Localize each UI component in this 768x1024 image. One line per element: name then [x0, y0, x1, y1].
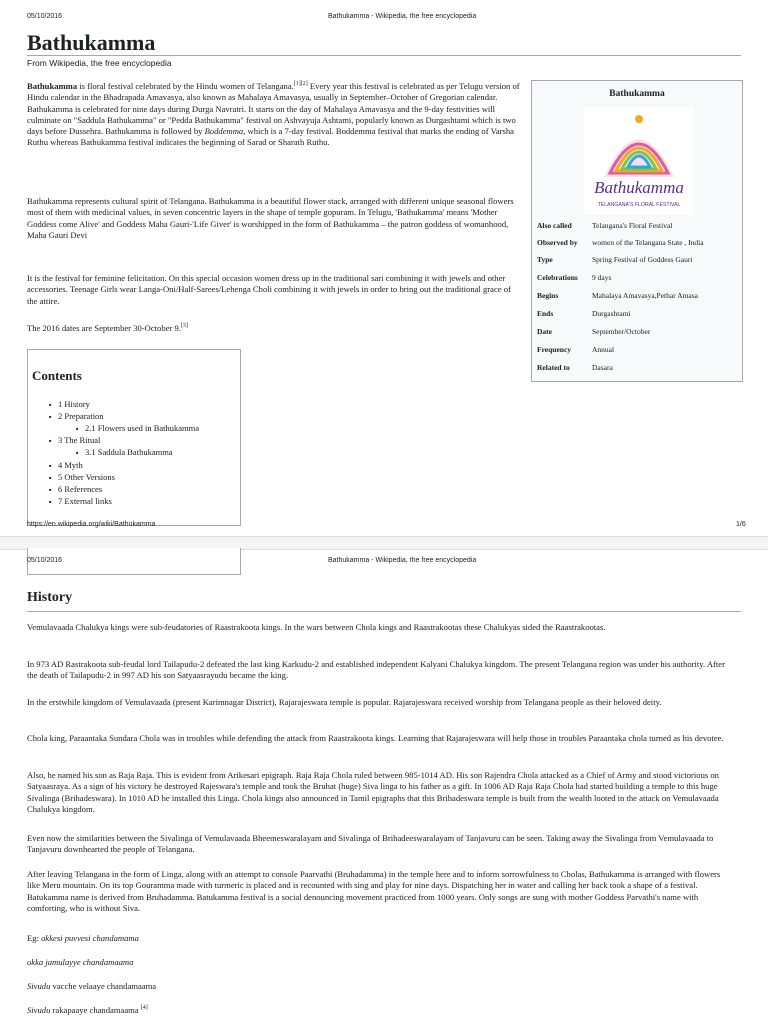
infobox-label: Also called — [537, 221, 572, 230]
history-paragraph: In 973 AD Rastrakoota sub-feudal lord Tailapudu-2 defeated the last king Karkudu-2 and established independent Kalyani Chalukya kingdom. The present Telangana region was under his authority. After the death of Tailapudu-2 in 997 AD his son Satyaasrayudu became the king. — [27, 659, 725, 681]
toc-item-flowers[interactable]: ■ 2.1 Flowers used in Bathukamma — [85, 423, 199, 433]
history-paragraph: Chola king, Paraantaka Sundara Chola was in troubles while defending the attack from Raastrakoota kings. Learning that Rajarajeswara will help those in troubles Paraantaka chola turned as his devotee. — [27, 733, 724, 743]
infobox-label: Related to — [537, 363, 570, 372]
infobox-value: women of the Telangana State , India — [592, 238, 704, 247]
lyric-text: rakapaaye chandamaama — [50, 1005, 141, 1015]
toc-item-external-links[interactable]: ■ 7 External links — [58, 496, 112, 506]
print-header-title: Bathukamma - Wikipedia, the free encyclopedia — [328, 13, 477, 20]
toc-item-saddula[interactable]: ■ 3.1 Saddula Bathukamma — [85, 447, 173, 457]
paragraph-felicitation: It is the festival for feminine felicitation. On this special occasion women dress up in the traditional sari combining it with jewels and other accessories. Teenage Girls wear Langa-Oni/Half-Sarees/Lehenga Choli combining it with jewels in order to bring out the traditional grace of the attire. — [27, 273, 511, 306]
citation-link[interactable]: [1][2] — [293, 81, 308, 88]
intro-italic: Boddemma — [204, 126, 244, 137]
toc-item-ritual[interactable]: ■ 3 The Ritual — [58, 435, 100, 445]
infobox-row — [537, 255, 737, 270]
print-date: 05/10/2016 — [27, 557, 63, 564]
infobox-value: 9 days — [592, 273, 612, 282]
lyric-line — [27, 1005, 148, 1016]
history-paragraph: Vemulavaada Chalukya kings were sub-feudatories of Raastrakoota kings. In the wars between Chola kings and Raastrakootas these Chalukyas sided the Raastrakootas. — [27, 622, 606, 632]
toc-item-history[interactable]: ■ 1 History — [58, 399, 90, 409]
citation-link[interactable]: [4] — [140, 1005, 148, 1012]
history-paragraph: After leaving Telangana in the form of Linga, along with an attempt to console Paarvathi (Bruhadamma) in the temple here and to inform sorrowfulness to Cholas, Bathukamma is arranged with flowers like Meru mountain. On its top Gouramma made with turmeric is placed and is recounted with sing and play for nine days. Dispatching her in water and calling her back took a shape of a festival. Batukamma name is derived from Bruhadamma. Batukamma festival is a social denouncing movement practiced from 1000 years. Only songs are sung with mother Goddess Parvathi's name with comforting, who is without Siva. — [27, 869, 721, 913]
infobox-value: Mahalaya Amavasya,Pethar Amasa — [592, 291, 699, 300]
paragraph-dates — [27, 323, 520, 334]
history-paragraph: Also, he named his son as Raja Raja. This is evident from Arikesari epigraph. Raja Raja Chola ruled between 985-1014 AD. His son Rajendra Chola attacked as a Chief of Army and stood victorious on Satyaasraya. As a sign of his victory he destroyed Rajeswara's temple and took the Bruhat (huge) Siva linga to his father as a gift. In 1006 AD Raja Raja Chola had started building a temple to this huge Sivalinga (Brihadeswara). In 1010 AD he installed this Linga. Chola kings also announced in Tamil epigraphs that this Brihadeswara temple is built from the wealth looted in the attack on Vemulavaada Chalukya kingdom. — [27, 770, 719, 814]
paragraph-culture: Bathukamma represents cultural spirit of Telangana. Bathukamma is a beautiful flower stack, arranged with different unique seasonal flowers most of them with medicinal values, in seven concentric layers in the shape of temple gopuram. In Telugu, 'Bathukamma' means 'Mother Goddess come Alive' and Goddess Maha Gauri-'Life Giver' is worshipped in the form of Bathukamma – the patron goddess of womanhood, Maha Gauri Devi — [27, 196, 514, 240]
pdf-page-2 — [0, 548, 768, 1024]
print-page-number: 1/6 — [736, 521, 746, 528]
infobox-row — [537, 273, 737, 288]
print-footer-url[interactable]: https://en.wikipedia.org/wiki/Bathukamma — [27, 521, 156, 528]
intro-text-b: Every year this festival is celebrated as per Telugu version of Hindu calendar in the Bhadrapada Amavasya, also known as Mahalaya Amavasya, usually in September–October of Gregorian calendar. Bathukamma is celebrated for nine days during Durga Navratri. It starts on the day of Mahalaya Amavasya and the 9-day festivities will culminate on "Saddula Bathukamma" or "Pedda Bathukamma" festival on Ashvayuja Ashtami, popularly known as Durgashtami which is two days before Dussehra. Bathukamma is followed by — [27, 81, 520, 137]
dates-text: The 2016 dates are September 30-October 9. — [27, 323, 181, 333]
infobox-value: Durgashtami — [592, 309, 631, 318]
infobox-row — [537, 363, 737, 378]
toc-item-references[interactable]: ■ 6 References — [58, 484, 102, 494]
history-paragraph: In the erstwhile kingdom of Vemulavaada (present Karimnagar District), Rajarajeswara temple is popular. Rajarajeswara received worship from Telangana people as their beloved deity. — [27, 697, 662, 707]
infobox-value: Spring Festival of Goddess Gauri — [592, 255, 693, 264]
lyric-line — [27, 933, 139, 944]
lyric-line — [27, 981, 156, 992]
infobox-row — [537, 221, 737, 236]
intro-text-c: , which is a 7-day festival. Boddemma festival that marks the ending of Varsha Ruthu whereas Bathukamma festival indicates the beginning of Sarad or Sharath Ruthu. — [27, 126, 514, 148]
lyric-italic: Sivudu — [27, 981, 51, 991]
tagline: From Wikipedia, the free encyclopedia — [27, 58, 172, 68]
infobox-row — [537, 345, 737, 360]
logo-subtitle: TELANGANA'S FLORAL FESTIVAL — [597, 202, 681, 208]
print-date: 05/10/2016 — [27, 13, 63, 20]
infobox — [531, 80, 743, 382]
toc-item-other-versions[interactable]: ■ 5 Other Versions — [58, 472, 115, 482]
infobox-label: Ends — [537, 309, 554, 318]
toc-title: Contents — [32, 368, 82, 383]
infobox-value: Telangana's Floral Festival — [592, 221, 673, 230]
logo-top-flower — [635, 115, 643, 123]
intro-text-a: is floral festival celebrated by the Hindu women of Telangana. — [77, 81, 294, 91]
section-heading-history: History — [27, 590, 73, 605]
lyric-text: vacche velaaye chandamaama — [50, 981, 157, 991]
intro-bold-term: Bathukamma — [27, 81, 78, 91]
infobox-row — [537, 309, 737, 324]
infobox-label: Type — [537, 255, 553, 264]
intro-paragraph — [27, 81, 520, 149]
history-paragraph: Even now the similarities between the Sivalinga of Vemulavaada Bheemeswaralayam and Sivalinga of Brihadeeswaralayam of Tanjavuru can be seen. Taking away the Sivalinga from Vemulavaada to Tanjavuru downhearted the people of Telangana. — [27, 833, 714, 855]
example-prefix: Eg: — [27, 933, 42, 943]
infobox-label: Observed by — [537, 238, 578, 247]
infobox-value: Annual — [592, 345, 615, 354]
lyric-text: okkesi puvvesi chandamama — [41, 933, 139, 943]
toc-item-preparation[interactable]: ■ 2 Preparation — [58, 411, 104, 421]
print-header-title: Bathukamma - Wikipedia, the free encyclopedia — [328, 557, 477, 564]
section-divider — [27, 611, 741, 612]
infobox-row — [537, 327, 737, 342]
infobox-row — [537, 238, 737, 253]
infobox-label: Date — [537, 327, 552, 336]
page-title: Bathukamma — [27, 30, 156, 55]
title-divider — [27, 55, 741, 56]
infobox-label: Frequency — [537, 345, 572, 354]
logo-wordmark: Bathukamma — [594, 178, 684, 197]
infobox-label: Begins — [537, 291, 559, 300]
infobox-title: Bathukamma — [609, 89, 665, 99]
infobox-value: September/October — [592, 327, 651, 336]
lyric-italic: Sivudu — [27, 1005, 51, 1015]
bathukamma-logo[interactable] — [584, 107, 694, 215]
toc-item-myth[interactable]: ■ 4 Myth — [58, 460, 83, 470]
table-of-contents — [27, 349, 241, 526]
citation-link[interactable]: [3] — [180, 323, 188, 330]
lyric-line: okka jamulayye chandamaama — [27, 957, 134, 967]
infobox-row — [537, 291, 737, 306]
infobox-value: Dasara — [592, 363, 613, 372]
infobox-label: Celebrations — [537, 273, 578, 282]
